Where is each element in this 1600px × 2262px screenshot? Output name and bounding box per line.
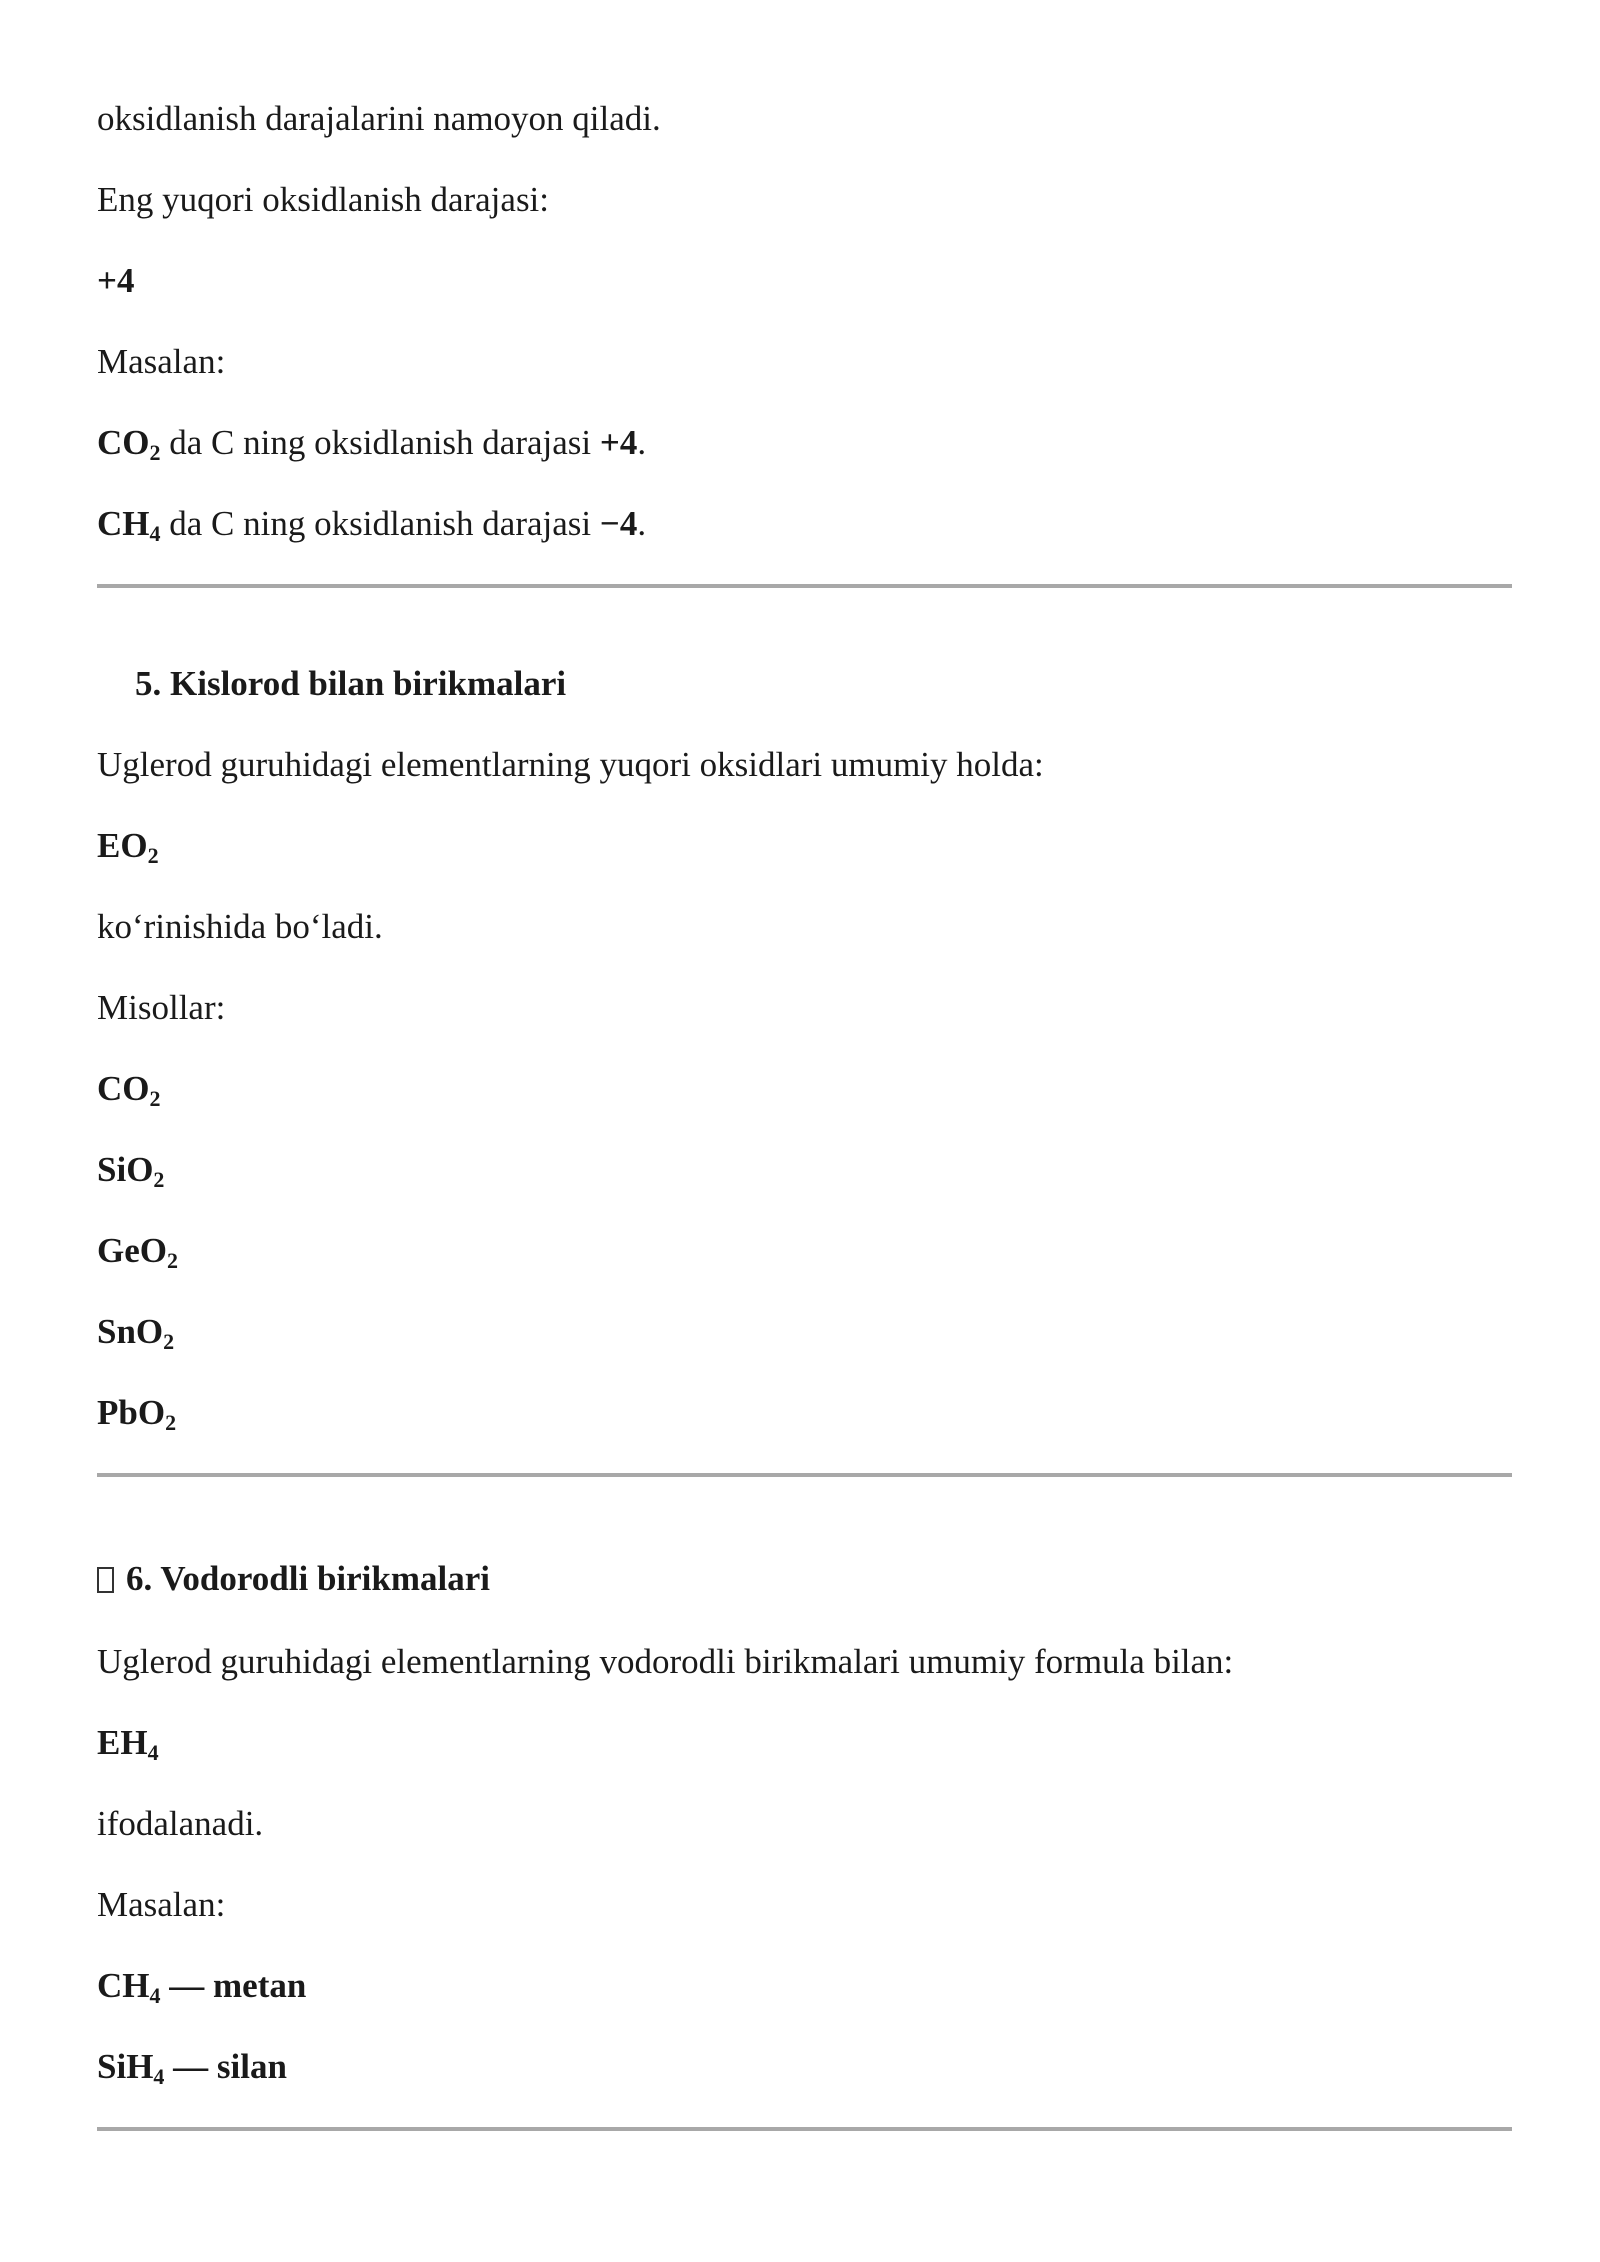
formula-main: GeO: [97, 1231, 167, 1270]
compound-name: — metan: [160, 1966, 307, 2005]
formula-subscript: 2: [166, 1248, 178, 1273]
oxidation-value: +4: [599, 423, 638, 462]
compound-name: — silan: [164, 2047, 287, 2086]
formula-main: CH: [97, 1966, 150, 2005]
missing-glyph-icon: [97, 1567, 114, 1593]
hydride-example: [97, 2046, 287, 2088]
formula-subscript: 2: [147, 843, 159, 868]
general-oxide-formula: [97, 825, 159, 867]
oxide-example: [97, 1392, 176, 1434]
section-6-after-text: ifodalanadi.: [97, 1804, 264, 1843]
formula-subscript: 2: [153, 1167, 165, 1192]
formula-subscript: 2: [149, 1086, 161, 1111]
section-6-examples-label: Masalan:: [97, 1885, 226, 1924]
hydride-example: [97, 1965, 306, 2007]
oxide-example: [97, 1230, 178, 1272]
section-5-intro: Uglerod guruhidagi elementlarning yuqori oksidlari umumiy holda:: [97, 745, 1044, 784]
formula-subscript: 4: [149, 1983, 161, 2008]
formula-main: SiH: [97, 2047, 154, 2086]
formula-subscript: 2: [149, 440, 161, 465]
section-divider: [97, 584, 1512, 588]
section-divider: [97, 2127, 1512, 2131]
formula-main: SiO: [97, 1150, 154, 1189]
formula-main: SnO: [97, 1312, 164, 1351]
formula-subscript: 4: [147, 1740, 159, 1765]
examples-label: Masalan:: [97, 342, 226, 381]
section-5-heading: 5. Kislorod bilan birikmalari: [135, 664, 567, 703]
formula-main: CH: [97, 504, 150, 543]
example-co2-oxidation: [97, 422, 646, 464]
oxide-example: [97, 1068, 161, 1110]
oxidation-value: −4: [599, 504, 638, 543]
formula-main: EH: [97, 1723, 148, 1762]
section-6-heading: [97, 1558, 490, 1600]
example-ch4-oxidation: [97, 503, 646, 545]
formula-main: CO: [97, 423, 150, 462]
formula-main: CO: [97, 1069, 150, 1108]
formula-subscript: 2: [163, 1329, 175, 1354]
example-text: da C ning oksidlanish darajasi: [160, 423, 600, 462]
section-6-title: 6. Vodorodli birikmalari: [126, 1559, 491, 1598]
formula-main: PbO: [97, 1393, 166, 1432]
formula-main: EO: [97, 826, 148, 865]
section-5-examples-label: Misollar:: [97, 988, 226, 1027]
example-text: da C ning oksidlanish darajasi: [160, 504, 600, 543]
formula-subscript: 2: [165, 1410, 177, 1435]
section-6-intro: Uglerod guruhidagi elementlarning vodorodli birikmalari umumiy formula bilan:: [97, 1642, 1234, 1681]
max-oxidation-value: +4: [97, 261, 135, 300]
formula-subscript: 4: [153, 2064, 165, 2089]
general-hydride-formula: [97, 1722, 159, 1764]
formula-subscript: 4: [149, 521, 161, 546]
oxide-example: [97, 1149, 164, 1191]
sentence-end: .: [637, 504, 647, 543]
sentence-end: .: [637, 423, 647, 462]
paragraph-continuation: oksidlanish darajalarini namoyon qiladi.: [97, 99, 661, 138]
paragraph-max-oxidation-label: Eng yuqori oksidlanish darajasi:: [97, 180, 550, 219]
oxide-example: [97, 1311, 174, 1353]
section-divider: [97, 1473, 1512, 1477]
section-5-after-text: ko‘rinishida bo‘ladi.: [97, 907, 383, 946]
